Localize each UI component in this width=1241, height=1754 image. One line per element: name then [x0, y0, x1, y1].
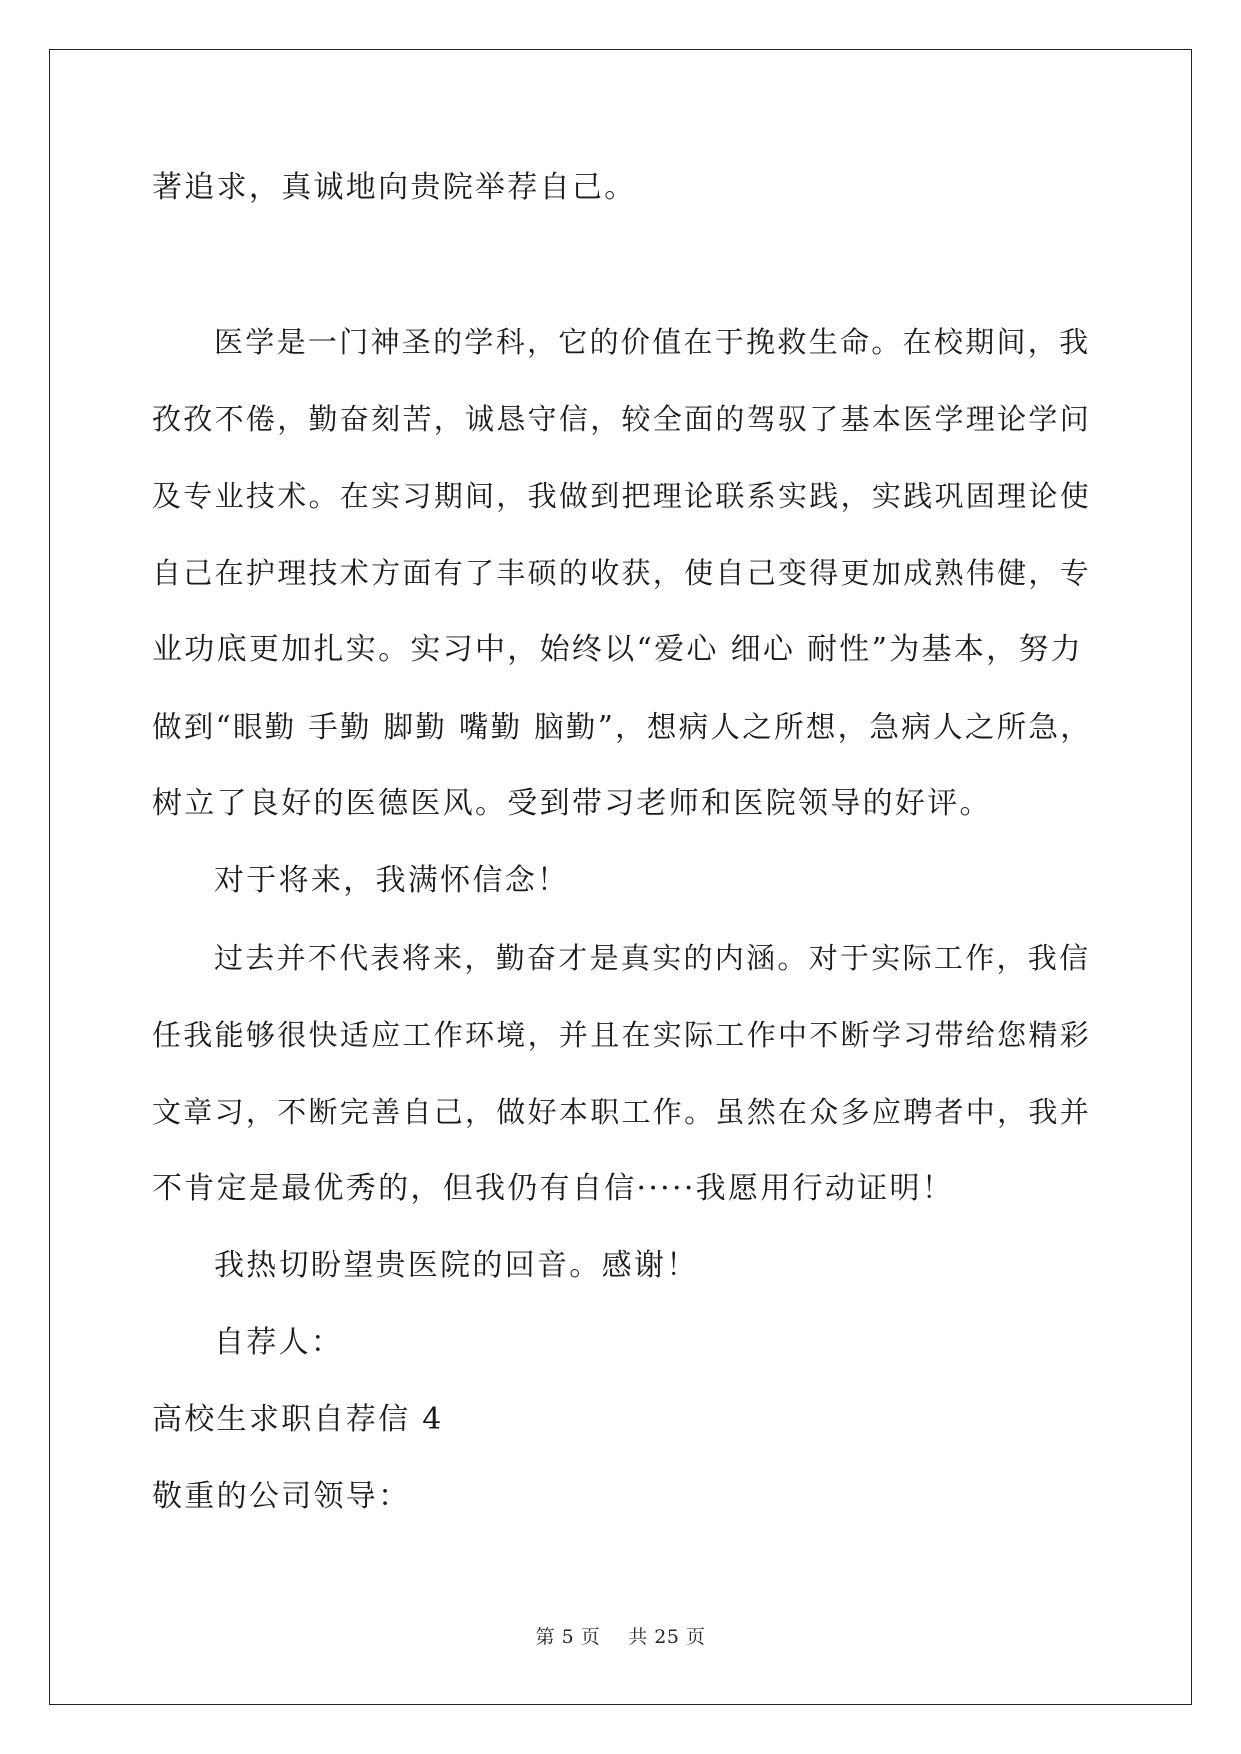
text-line: 任我能够很快适应工作环境，并且在实际工作中不断学习带给您精彩 — [152, 1018, 1092, 1052]
text-line: 我热切盼望贵医院的回音。感谢！ — [214, 1248, 699, 1283]
text-line: 树立了良好的医德医风。受到带习老师和医院领导的好评。 — [152, 786, 992, 821]
text-line: 不肯定是最优秀的，但我仍有自信·····我愿用行动证明！ — [152, 1171, 955, 1206]
text-line: 文章习，不断完善自己，做好本职工作。虽然在众多应聘者中，我并 — [152, 1095, 1092, 1129]
text-line: 及专业技术。在实习期间，我做到把理论联系实践，实践巩固理论使 — [152, 479, 1092, 513]
text-line: 做到“眼勤 手勤 脚勤 嘴勤 脑勤”，想病人之所想，急病人之所急， — [152, 710, 1093, 744]
page-footer — [0, 1622, 1241, 1649]
page-total: 共 25 页 — [628, 1626, 706, 1648]
text-line: 孜孜不倦，勤奋刻苦，诚恳守信，较全面的驾驭了基本医学理论学问 — [152, 402, 1092, 436]
text-line: 对于将来，我满怀信念！ — [214, 863, 570, 898]
signature-label: 自荐人： — [214, 1325, 344, 1360]
letter-body — [152, 160, 1092, 1546]
paragraph-spacer — [152, 237, 1092, 314]
page-number: 第 5 页 — [535, 1626, 601, 1648]
text-line: 过去并不代表将来，勤奋才是真实的内涵。对于实际工作，我信 — [214, 941, 1091, 975]
salutation: 敬重的公司领导： — [152, 1479, 411, 1514]
text-line: 自己在护理技术方面有了丰硕的收获，使自己变得更加成熟伟健，专 — [152, 556, 1092, 590]
text-line: 医学是一门神圣的学科，它的价值在于挽救生命。在校期间，我 — [214, 325, 1091, 359]
text-line: 业功底更加扎实。实习中，始终以“爱心 细心 耐性”为基本，努力 — [152, 632, 1084, 667]
section-heading: 高校生求职自荐信 4 — [152, 1402, 444, 1437]
text-line: 著追求，真诚地向贵院举荐自己。 — [152, 170, 637, 205]
